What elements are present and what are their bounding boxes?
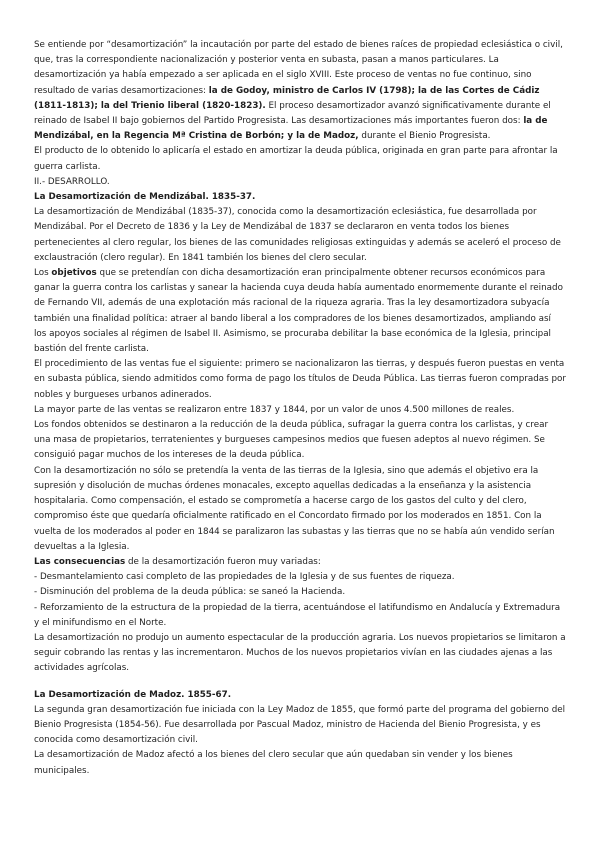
intro-paragraph-2: El producto de lo obtenido lo aplicaría el estado en amortizar la deuda pública, originada en gran parte para afrontar la guerra carlista. xyxy=(34,146,558,172)
madoz-paragraph-1: La segunda gran desamortización fue iniciada con la Ley Madoz de 1855, que formó parte del programa del gobierno del Bienio Progresista (1854-56). Fue desarrollada por Pascual Madoz, ministro de Hacienda del Bienio Progresista, y es conocida como desamortización civil. xyxy=(34,704,566,746)
spacer xyxy=(34,677,566,688)
section-title: II.- DESARROLLO. xyxy=(34,176,110,187)
mendizabal-paragraph-2: Los objetivos que se pretendían con dicha desamortización eran principalmente obtener recursos económicos para ganar la guerra contra los carlistas y sanear la hacienda cuya deuda había aumentado enormemente durante el reinado de Fernando VII, además de una explotación más racional de la riqueza agraria. Tras la ley desamortizadora subyacía también una finalidad política: atraer al bando liberal a los compradores de los bienes desamortizados, ampliando así los apoyos sociales al régimen de Isabel II. Asimismo, se procuraba debilitar la base económica de la Iglesia, principal bastión del frente carlista. xyxy=(34,268,563,355)
madoz-heading: La Desamortización de Madoz. 1855-67. xyxy=(34,689,232,700)
intro-bold-desamortizaciones: la de Godoy, ministro de Carlos IV (1798); la de las Cortes de Cádiz (1811-1813); la del Trienio liberal (1820-1823). xyxy=(34,85,540,111)
mendizabal-paragraph-8: La desamortización no produjo un aumento espectacular de la producción agraria. Los nuevos propietarios se limitaron a seguir cobrando las rentas y las incrementaron. Muchos de los nuevos propietarios vivían en las ciudades ajenas a las actividades agrícolas. xyxy=(34,632,566,674)
bullet-item: - Desmantelamiento casi completo de las propiedades de la Iglesia y de sus fuentes de riqueza. xyxy=(34,572,455,583)
mendizabal-heading: La Desamortización de Mendizábal. 1835-37. xyxy=(34,192,256,203)
intro-paragraph: Se entiende por “desamortización” la incautación por parte del estado de bienes raíces de propiedad eclesiástica o civil, que, tras la correspondiente nacionalización y posterior venta en subasta, pasan a manos particulares. La desamortización ya había empezado a ser aplicada en el siglo XVIII. Este proceso de ventas no fue continuo, sino resultado de varias desamortizaciones: la de Godoy, ministro de Carlos IV (1798); la de las Cortes de Cádiz (1811-1813); la del Trienio liberal (1820-1823). El proceso desamortizador avanzó significativamente durante el reinado de Isabel II bajo gobiernos del Partido Progresista. Las desamortizaciones más importantes fueron dos: la de Mendizábal, en la Regencia Mª Cristina de Borbón; y la de Madoz, durante el Bienio Progresista. xyxy=(34,40,563,142)
mendizabal-paragraph-1: La desamortización de Mendizábal (1835-37), conocida como la desamortización eclesiástica, fue desarrollada por Mendizábal. Por el Decreto de 1836 y la Ley de Mendizábal de 1837 se declararon en venta todos los bienes pertenecientes al clero regular, los bienes de las comunidades religiosas extinguidas y además se aceleró el proceso de exclaustración (clero regular). En 1841 también los bienes del clero secular. xyxy=(34,207,561,263)
mendizabal-paragraph-3: El procedimiento de las ventas fue el siguiente: primero se nacionalizaron las tierras, y después fueron puestas en venta en subasta pública, siendo admitidos como forma de pago los títulos de Deuda Pública. Las tierras fueron compradas por nobles y burgueses urbanos adinerados. xyxy=(34,359,567,400)
mendizabal-paragraph-5: Los fondos obtenidos se destinaron a la reducción de la deuda pública, sufragar la guerra contra los carlistas, y crear una masa de propietarios, terratenientes y burgueses campesinos medios que fuesen adeptos al nuevo régimen. Se consiguió pagar muchos de los intereses de la deuda pública. xyxy=(34,420,549,461)
bullet-item: - Disminución del problema de la deuda pública: se saneó la Hacienda. xyxy=(34,587,346,598)
mendizabal-paragraph-6: Con la desamortización no sólo se pretendía la venta de las tierras de la Iglesia, sino que además el objetivo era la supresión y disolución de muchas órdenes monacales, excepto aquellas dedicadas a la enseñanza y la asistencia hospitalaria. Como compensación, el estado se comprometía a hacerse cargo de los gastos del culto y del clero, compromiso éste que quedaría oficialmente ratificado en el Concordato firmado por los moderados en 1851. Con la vuelta de los moderados al poder en 1844 se paralizaron las subastas y las tierras que no se había aún vendido serían devueltas a la Iglesia. xyxy=(34,465,555,552)
madoz-paragraph-2: La desamortización de Madoz afectó a los bienes del clero secular que aún quedaban sin vender y los bienes municipales. xyxy=(34,750,513,776)
mendizabal-paragraph-7: Las consecuencias de la desamortización fueron muy variadas: xyxy=(34,556,321,567)
mendizabal-paragraph-4: La mayor parte de las ventas se realizaron entre 1837 y 1844, por un valor de unos 4.500 millones de reales. xyxy=(34,404,515,415)
intro-bold-main: la de Mendizábal, en la Regencia Mª Cristina de Borbón; y la de Madoz, xyxy=(34,116,548,142)
bullet-item: - Reforzamiento de la estructura de la propiedad de la tierra, acentuándose el latifundismo en Andalucía y Extremadura y el minifundismo en el Norte. xyxy=(34,602,561,628)
